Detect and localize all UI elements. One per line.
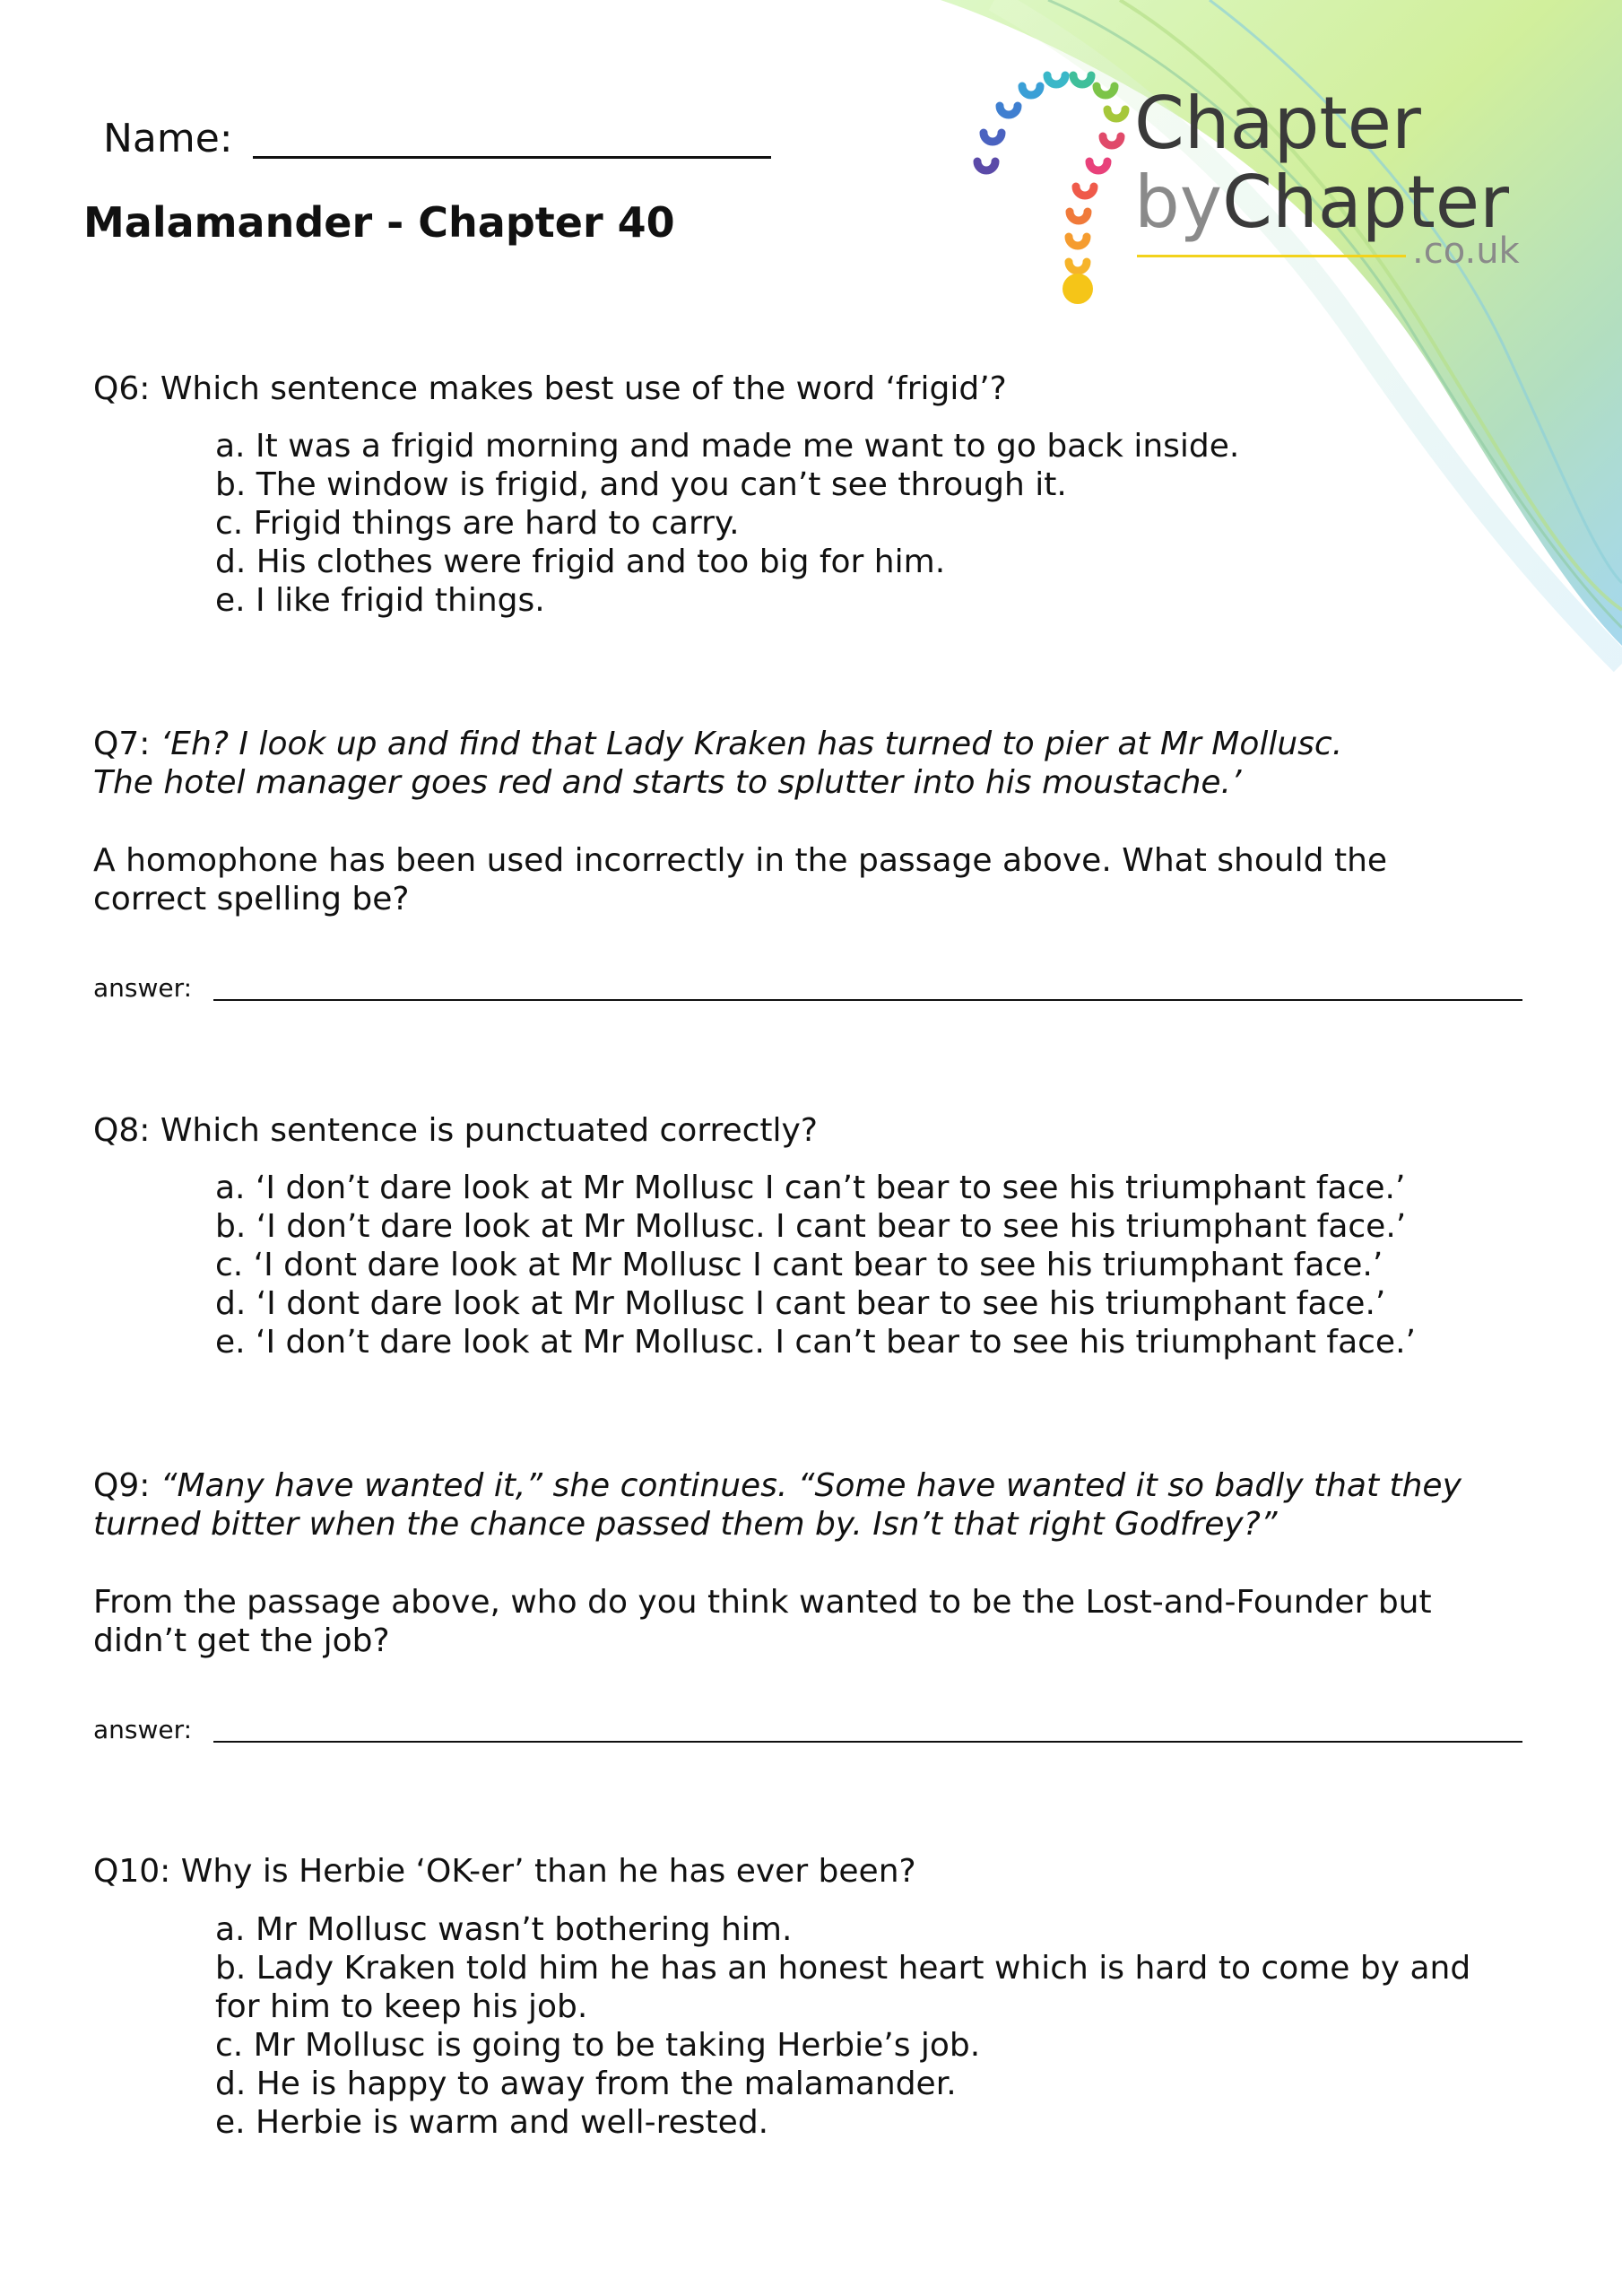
name-label: Name:: [103, 116, 233, 161]
q6-option-a: a. It was a frigid morning and made me want to go back inside.: [215, 428, 1240, 465]
logo-wordmark-by-chapter: [1134, 161, 1509, 244]
q10-option-b: b. Lady Kraken told him he has an honest heart which is hard to come by and: [215, 1950, 1471, 1987]
q7-answer-label: answer:: [93, 973, 193, 1003]
q8-option-e: e. ‘I don’t dare look at Mr Mollusc. I can’t bear to see his triumphant face.’: [215, 1324, 1416, 1361]
q7-passage: [93, 725, 1342, 802]
logo-domain: .co.uk: [1412, 230, 1520, 272]
q9-answer-line[interactable]: [213, 1739, 1522, 1743]
name-input-line[interactable]: [253, 117, 771, 159]
q9-question-line-2: didn’t get the job?: [93, 1622, 390, 1659]
q7-label: Q7:: [93, 726, 151, 762]
q10-option-d: d. He is happy to away from the malamander.: [215, 2066, 957, 2102]
q9-answer-row: [93, 1715, 1528, 1744]
q9-question-line-1: From the passage above, who do you think wanted to be the Lost-and-Founder but: [93, 1584, 1432, 1621]
worksheet-title: Malamander - Chapter 40: [83, 198, 675, 247]
q8-option-a: a. ‘I don’t dare look at Mr Mollusc I can’t bear to see his triumphant face.’: [215, 1170, 1406, 1206]
q10-option-c: c. Mr Mollusc is going to be taking Herbie’s job.: [215, 2027, 981, 2064]
q10-option-b-continued: for him to keep his job.: [215, 1988, 588, 2025]
q6-option-d: d. His clothes were frigid and too big for him.: [215, 544, 946, 580]
q9-question: [93, 1583, 1432, 1660]
q6-option-e: e. I like frigid things.: [215, 582, 545, 619]
q7-passage-line-2: The hotel manager goes red and starts to splutter into his moustache.’: [93, 764, 1242, 801]
q6-option-c: c. Frigid things are hard to carry.: [215, 505, 740, 542]
q6-options: [215, 427, 1239, 620]
logo-wordmark-chapter-2: Chapter: [1222, 161, 1509, 244]
q9-answer-label: answer:: [93, 1715, 193, 1744]
q9-passage-line-1: “Many have wanted it,” she continues. “Some have wanted it so badly that they: [160, 1467, 1462, 1504]
q8-option-b: b. ‘I don’t dare look at Mr Mollusc. I cant bear to see his triumphant face.’: [215, 1208, 1407, 1245]
q10-option-a: a. Mr Mollusc wasn’t bothering him.: [215, 1911, 793, 1948]
q7-question-line-1: A homophone has been used incorrectly in the passage above. What should the: [93, 842, 1388, 879]
q7-question: [93, 841, 1387, 918]
name-field-row: [103, 117, 771, 159]
logo-wordmark-chapter: Chapter: [1134, 82, 1421, 165]
q7-passage-line-1: ‘Eh? I look up and find that Lady Kraken has turned to pier at Mr Mollusc.: [160, 726, 1343, 762]
q10-option-e: e. Herbie is warm and well-rested.: [215, 2104, 769, 2141]
q7-answer-line[interactable]: [213, 997, 1522, 1001]
q6-prompt: Q6: Which sentence makes best use of the word ‘frigid’?: [93, 370, 1007, 407]
q9-label: Q9:: [93, 1467, 151, 1504]
q8-prompt: Q8: Which sentence is punctuated correctly?: [93, 1112, 818, 1149]
logo-underline: [1137, 255, 1406, 257]
q7-question-line-2: correct spelling be?: [93, 881, 410, 918]
q9-passage-line-2: turned bitter when the chance passed them by. Isn’t that right Godfrey?”: [93, 1506, 1278, 1543]
q8-option-d: d. ‘I dont dare look at Mr Mollusc I cant bear to see his triumphant face.’: [215, 1285, 1386, 1322]
q9-passage: [93, 1466, 1462, 1544]
q8-options: [215, 1169, 1416, 1361]
q10-prompt: Q10: Why is Herbie ‘OK-er’ than he has ever been?: [93, 1853, 916, 1890]
logo-wordmark-by: by: [1134, 161, 1223, 244]
q8-option-c: c. ‘I dont dare look at Mr Mollusc I cant bear to see his triumphant face.’: [215, 1247, 1383, 1283]
q7-answer-row: [93, 973, 1528, 1003]
q10-options: [215, 1910, 1470, 2142]
q6-option-b: b. The window is frigid, and you can’t see through it.: [215, 466, 1067, 503]
